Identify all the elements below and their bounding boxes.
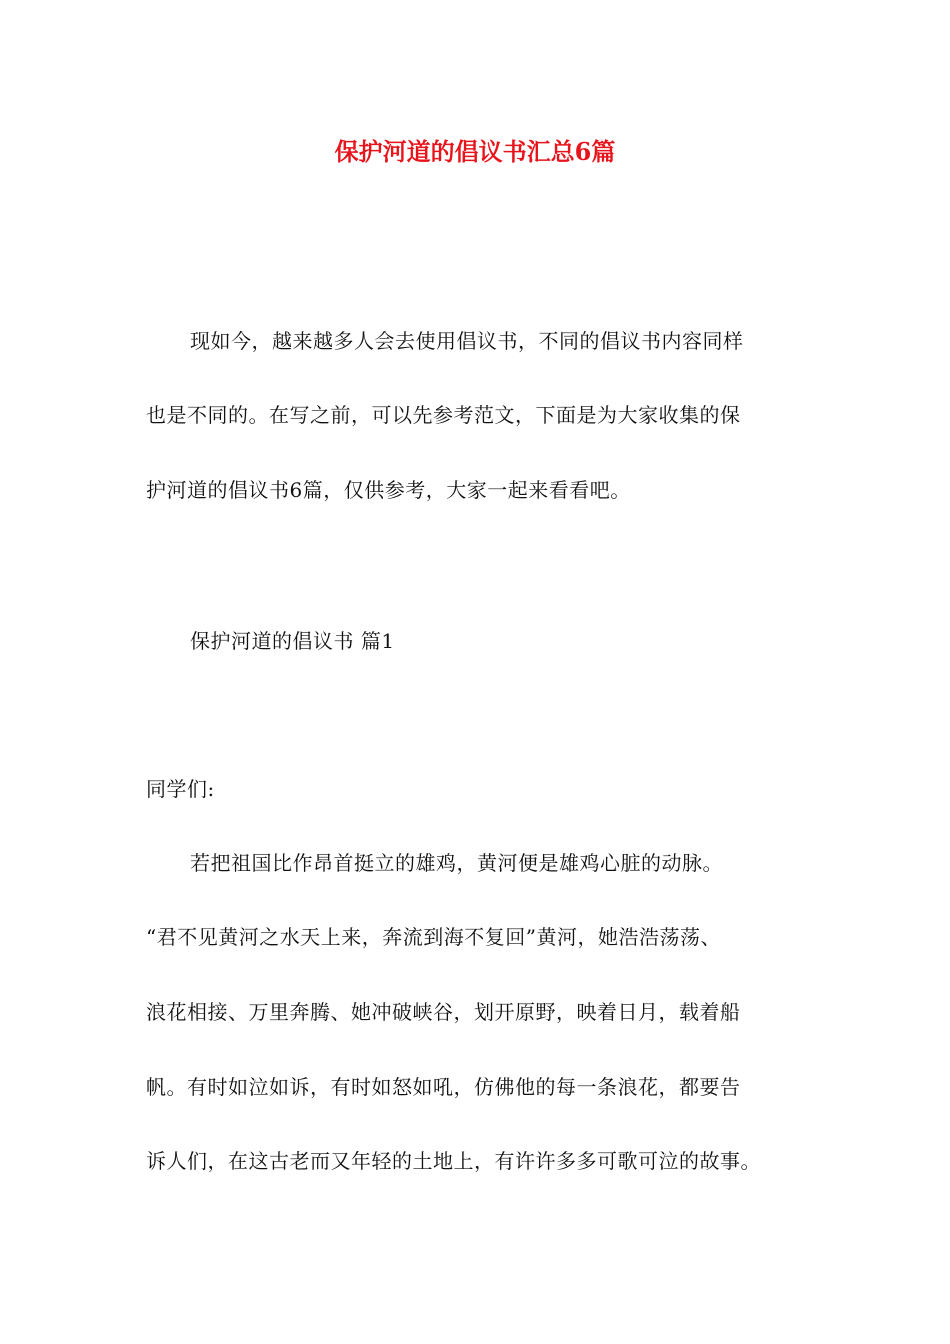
intro-line-1: 现如今，越来越多人会去使用倡议书，不同的倡议书内容同样	[190, 329, 744, 353]
document-title: 保护河道的倡议书汇总6篇	[334, 137, 616, 166]
intro-line-3: 护河道的倡议书6篇，仅供参考，大家一起来看看吧。	[146, 478, 631, 502]
body-line-3: 浪花相接、万里奔腾、她冲破峡谷，划开原野，映着日月，载着船	[146, 1000, 741, 1024]
section-heading: 保护河道的倡议书 篇1	[190, 629, 395, 653]
body-line-5: 诉人们，在这古老而又年轻的土地上，有许许多多可歌可泣的故事。	[146, 1149, 761, 1173]
body-line-4: 帆。有时如泣如诉，有时如怒如吼，仿佛他的每一条浪花，都要告	[146, 1075, 741, 1099]
body-line-2: “君不见黄河之水天上来，奔流到海不复回”黄河，她浩浩荡荡、	[146, 925, 721, 949]
salutation: 同学们:	[146, 777, 215, 801]
intro-line-2: 也是不同的。在写之前，可以先参考范文，下面是为大家收集的保	[146, 403, 741, 427]
body-line-1: 若把祖国比作昂首挺立的雄鸡，黄河便是雄鸡心脏的动脉。	[190, 851, 723, 875]
